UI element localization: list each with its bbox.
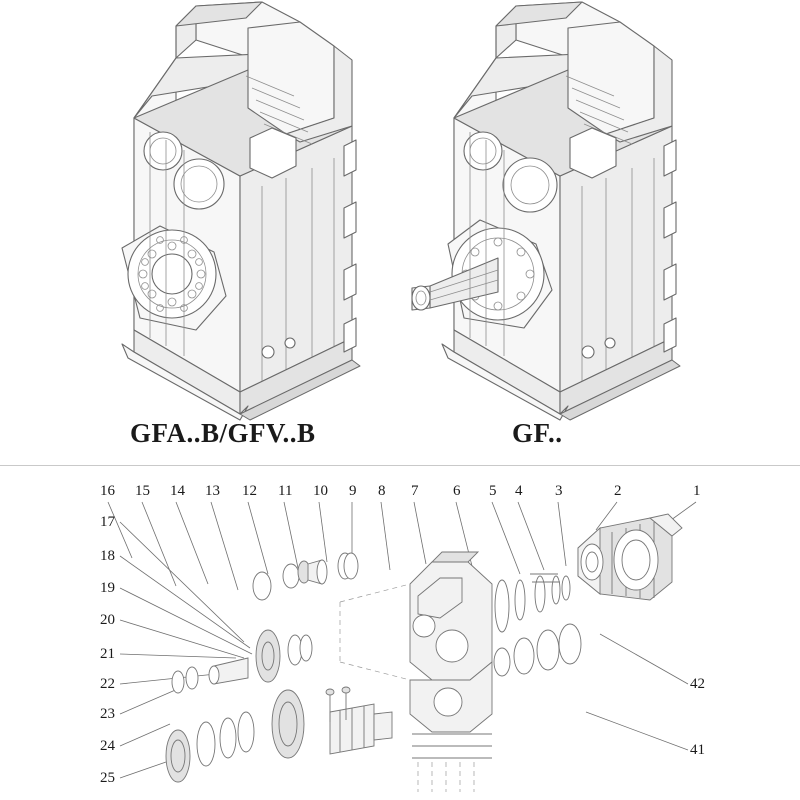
callout-19: 19 (100, 580, 115, 596)
callout-12: 12 (242, 483, 257, 499)
caption-left-view: GFA..B/GFV..B (130, 418, 316, 448)
gear-housing-part (340, 552, 492, 792)
callout-1: 1 (693, 483, 701, 499)
callout-11: 11 (278, 483, 293, 499)
callout-24: 24 (100, 738, 115, 754)
shaft-and-gear-parts (166, 553, 392, 782)
callout-8: 8 (378, 483, 386, 499)
callout-4: 4 (515, 483, 523, 499)
exploded-assembly-view (0, 466, 800, 800)
left-gearbox-drawing (122, 2, 360, 420)
callout-20: 20 (100, 612, 115, 628)
callout-42: 42 (690, 676, 705, 692)
callout-15: 15 (135, 483, 150, 499)
callout-23: 23 (100, 706, 115, 722)
caption-right-view: GF.. (512, 418, 563, 448)
callout-10: 10 (313, 483, 328, 499)
callout-41: 41 (690, 742, 705, 758)
callout-25: 25 (100, 770, 115, 786)
callout-7: 7 (411, 483, 419, 499)
exploded-parts-svg (0, 466, 800, 800)
callout-6: 6 (453, 483, 461, 499)
callout-2: 2 (614, 483, 622, 499)
callout-22: 22 (100, 676, 115, 692)
right-gearbox-drawing (412, 2, 680, 420)
callout-17: 17 (100, 514, 115, 530)
motor-part (578, 514, 682, 600)
callout-14: 14 (170, 483, 185, 499)
callout-13: 13 (205, 483, 220, 499)
leader-lines-right (586, 634, 688, 750)
callout-18: 18 (100, 548, 115, 564)
ring-and-washer-parts (494, 574, 581, 676)
callout-16: 16 (100, 483, 115, 499)
callout-3: 3 (555, 483, 563, 499)
callout-5: 5 (489, 483, 497, 499)
callout-21: 21 (100, 646, 115, 662)
callout-9: 9 (349, 483, 357, 499)
